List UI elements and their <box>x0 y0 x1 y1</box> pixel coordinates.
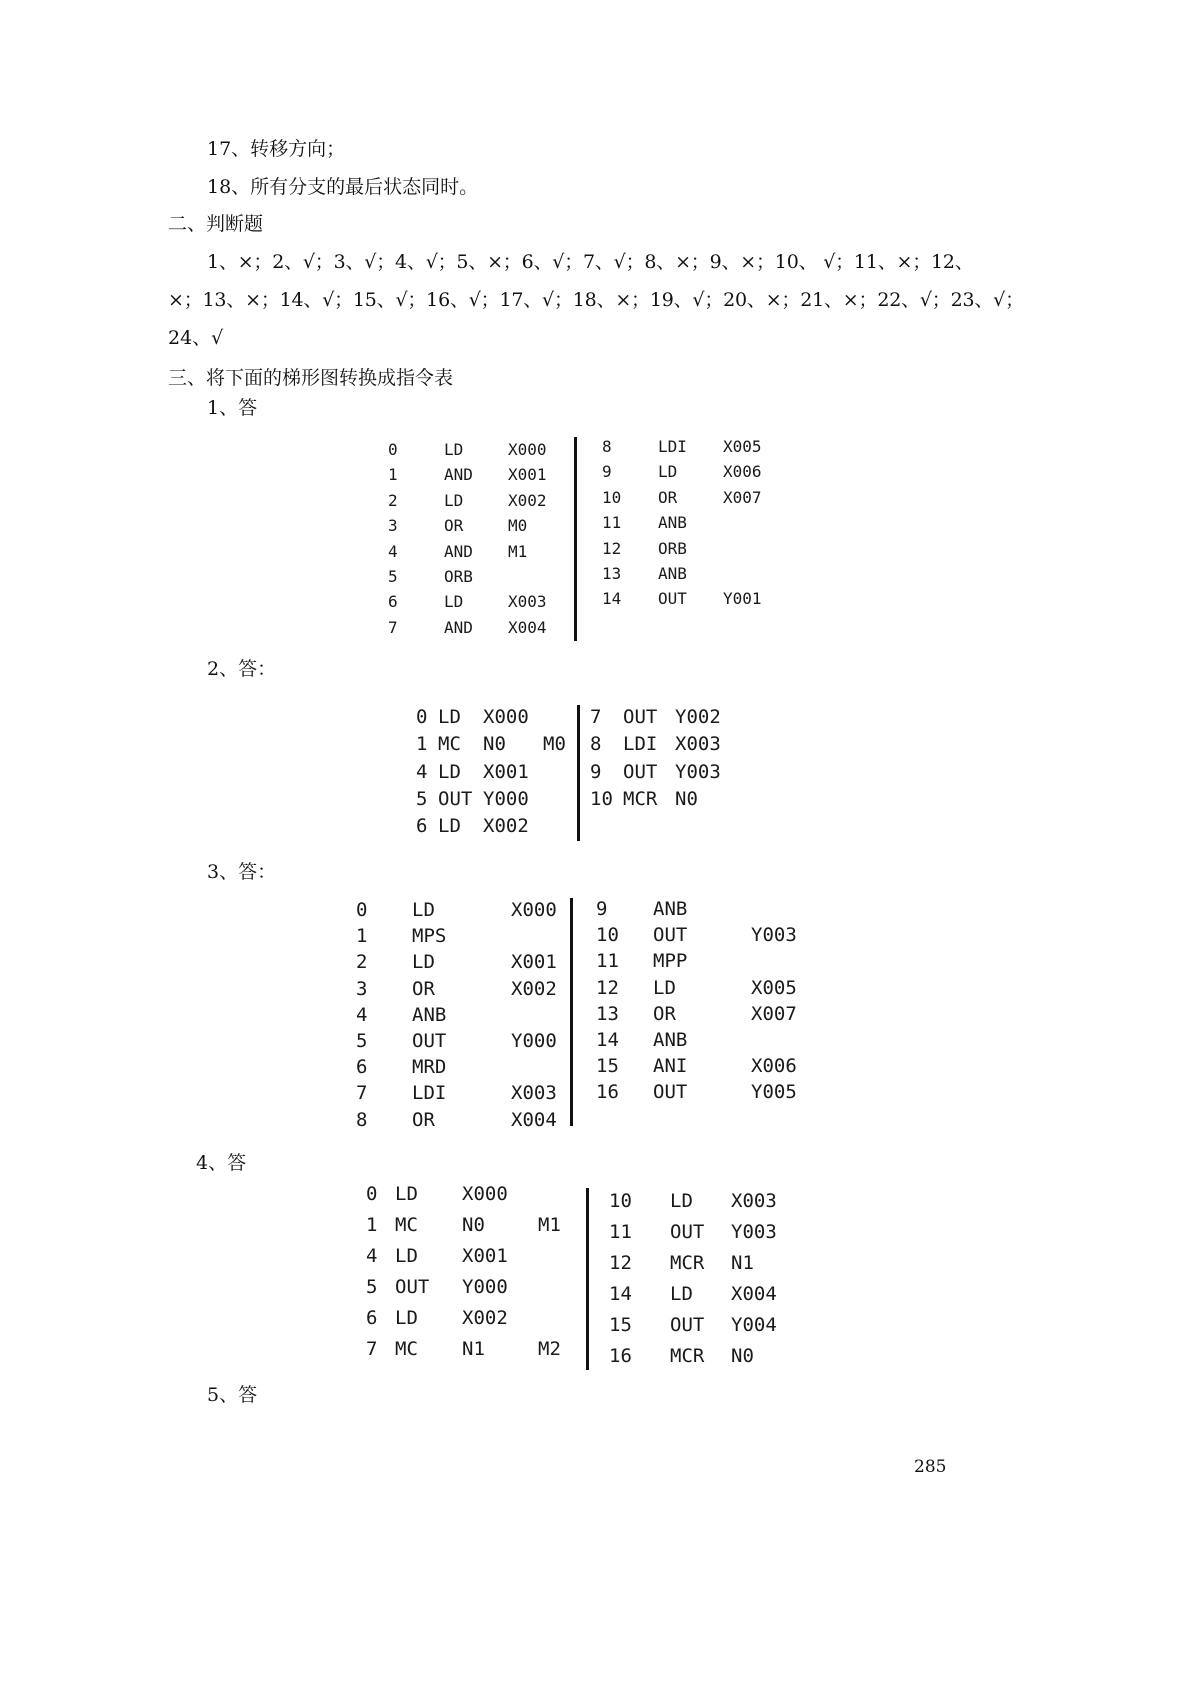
list-a1-left-step: 5 <box>388 567 398 586</box>
list-a3-left-step: 3 <box>356 977 368 1000</box>
list-a3-left-step: 5 <box>356 1030 368 1052</box>
list-a3-left-step: 4 <box>356 1003 368 1026</box>
list-a1-left-instruction: ORB <box>444 567 473 586</box>
list-a1-right-instruction: ANB <box>658 513 687 533</box>
list-a4-left-operand: N1 <box>462 1338 485 1360</box>
list-a4-left-step: 6 <box>366 1307 378 1329</box>
list-a1-right-step: 13 <box>602 564 622 583</box>
list-a4-left-step: 1 <box>366 1214 378 1236</box>
instruction-list-2-divider <box>577 705 580 841</box>
list-a3-left-step: 2 <box>356 951 368 974</box>
list-a2-right-instruction: OUT <box>623 760 658 783</box>
list-a2-left-step: 4 <box>416 760 428 783</box>
list-a4-right-operand: N1 <box>731 1252 754 1274</box>
list-a3-left-operand: Y000 <box>511 1030 557 1052</box>
answer-1-label: 1、答 <box>207 397 258 419</box>
list-a2-left-instruction: LD <box>438 815 461 838</box>
list-a2-right-operand: N0 <box>675 787 698 810</box>
list-a3-left-instruction: OR <box>412 1108 435 1131</box>
list-a3-right-step: 16 <box>596 1081 619 1104</box>
list-a1-left-step: 0 <box>388 440 398 459</box>
list-a2-right-instruction: MCR <box>623 787 658 810</box>
list-a2-left-instruction: OUT <box>438 787 473 810</box>
list-a4-right-operand: X003 <box>731 1190 777 1212</box>
section-ladder-heading: 三、将下面的梯形图转换成指令表 <box>168 367 454 389</box>
list-a4-left-operand: Y000 <box>462 1276 508 1298</box>
list-a3-right-instruction: ANB <box>653 1029 688 1051</box>
list-a4-right-instruction: MCR <box>670 1345 705 1367</box>
list-a4-right-operand: N0 <box>731 1345 754 1367</box>
answer-5-label: 5、答 <box>207 1384 258 1406</box>
list-a3-left-operand: X000 <box>511 899 557 921</box>
instruction-list-4-divider <box>586 1188 589 1370</box>
list-a3-left-instruction: LD <box>412 951 435 974</box>
true-false-line-3: 24、√ <box>168 327 224 349</box>
list-a1-left-step: 4 <box>388 541 398 561</box>
list-a1-right-instruction: ANB <box>658 564 687 583</box>
list-a1-left-step: 7 <box>388 617 398 637</box>
list-a4-left-operand: X000 <box>462 1183 508 1205</box>
list-a2-left-operand: Y000 <box>483 787 529 810</box>
list-a2-right-operand: Y002 <box>675 706 721 728</box>
list-a3-right-step: 9 <box>596 898 608 920</box>
list-a1-left-step: 6 <box>388 592 398 612</box>
list-a3-left-step: 8 <box>356 1108 368 1131</box>
list-a3-left-instruction: MRD <box>412 1056 447 1079</box>
list-a4-right-step: 16 <box>609 1345 632 1367</box>
list-a2-left-step: 5 <box>416 787 428 810</box>
list-a3-right-step: 15 <box>596 1055 619 1078</box>
true-false-line-1: 1、×；2、√；3、√；4、√；5、×；6、√；7、√；8、×；9、×；10、 √；11、×；12、 <box>207 251 974 273</box>
list-a1-left-step: 3 <box>388 516 398 536</box>
list-a2-left-instruction: MC <box>438 733 461 756</box>
list-a2-right-operand: Y003 <box>675 760 721 783</box>
list-a1-right-step: 8 <box>602 437 612 456</box>
list-a4-right-instruction: LD <box>670 1283 693 1305</box>
list-a4-right-step: 14 <box>609 1283 632 1305</box>
list-a4-left-instruction: LD <box>395 1307 418 1329</box>
list-a2-left-instruction: LD <box>438 760 461 783</box>
list-a2-right-operand: X003 <box>675 733 721 756</box>
list-a1-left-instruction: AND <box>444 465 473 485</box>
list-a3-left-operand: X003 <box>511 1082 557 1105</box>
list-a3-left-instruction: OUT <box>412 1030 447 1052</box>
list-a1-left-step: 2 <box>388 490 398 510</box>
answer-3-label: 3、答： <box>207 861 277 883</box>
list-a3-right-instruction: OUT <box>653 924 688 947</box>
answer-17: 17、转移方向； <box>207 138 346 160</box>
list-a2-right-step: 9 <box>590 760 602 783</box>
list-a1-right-instruction: ORB <box>658 538 687 558</box>
list-a4-left-operand: X001 <box>462 1245 508 1267</box>
list-a3-right-step: 10 <box>596 924 619 947</box>
list-a4-left-operand: X002 <box>462 1307 508 1329</box>
list-a2-right-step: 8 <box>590 733 602 756</box>
list-a3-left-step: 7 <box>356 1082 368 1105</box>
list-a3-right-operand: X005 <box>751 976 797 999</box>
list-a1-left-operand: X004 <box>508 617 547 637</box>
page-number: 285 <box>914 1457 947 1477</box>
list-a3-right-operand: X006 <box>751 1055 797 1078</box>
list-a2-left-operand: X000 <box>483 706 529 728</box>
instruction-list-3-divider <box>570 898 573 1126</box>
list-a4-right-instruction: MCR <box>670 1252 705 1274</box>
list-a1-right-step: 9 <box>602 462 612 482</box>
list-a3-right-instruction: LD <box>653 976 676 999</box>
list-a1-left-instruction: AND <box>444 541 473 561</box>
list-a3-right-instruction: OUT <box>653 1081 688 1104</box>
list-a4-right-step: 10 <box>609 1190 632 1212</box>
list-a1-left-operand: M0 <box>508 516 528 536</box>
list-a2-right-step: 10 <box>590 787 613 810</box>
list-a3-left-instruction: OR <box>412 977 435 1000</box>
list-a4-left-step: 5 <box>366 1276 378 1298</box>
answer-2-label: 2、答： <box>207 658 277 680</box>
list-a3-right-step: 14 <box>596 1029 619 1051</box>
list-a3-right-instruction: ANB <box>653 898 688 920</box>
list-a3-left-operand: X004 <box>511 1108 557 1131</box>
list-a4-right-operand: X004 <box>731 1283 777 1305</box>
list-a3-right-operand: Y005 <box>751 1081 797 1104</box>
list-a3-left-step: 0 <box>356 899 368 921</box>
answer-18: 18、所有分支的最后状态同时。 <box>207 176 479 198</box>
list-a1-left-instruction: LD <box>444 490 464 510</box>
list-a4-right-operand: Y003 <box>731 1221 777 1243</box>
instruction-list-1-divider <box>574 437 577 641</box>
list-a3-left-step: 1 <box>356 925 368 948</box>
list-a3-left-instruction: MPS <box>412 925 447 948</box>
list-a2-left-operand: X002 <box>483 815 529 838</box>
list-a4-left-step: 0 <box>366 1183 378 1205</box>
list-a2-left-step: 1 <box>416 733 428 756</box>
list-a4-right-step: 12 <box>609 1252 632 1274</box>
list-a4-right-step: 15 <box>609 1314 632 1336</box>
section-true-false-heading: 二、判断题 <box>168 213 264 235</box>
list-a1-right-operand: X005 <box>723 437 762 456</box>
list-a1-right-instruction: OUT <box>658 589 687 609</box>
list-a3-right-step: 13 <box>596 1002 619 1025</box>
list-a1-left-operand: X000 <box>508 440 547 459</box>
list-a2-right-step: 7 <box>590 706 602 728</box>
list-a3-right-instruction: OR <box>653 1002 676 1025</box>
list-a1-right-instruction: LDI <box>658 437 687 456</box>
list-a1-right-operand: Y001 <box>723 589 762 609</box>
list-a2-left-step: 0 <box>416 706 428 728</box>
list-a3-left-step: 6 <box>356 1056 368 1079</box>
answer-4-label: 4、答 <box>196 1152 247 1174</box>
list-a1-left-instruction: LD <box>444 440 464 459</box>
list-a2-left-instruction: LD <box>438 706 461 728</box>
list-a3-right-instruction: MPP <box>653 950 688 973</box>
list-a1-left-step: 1 <box>388 465 398 485</box>
list-a3-left-instruction: ANB <box>412 1003 447 1026</box>
list-a1-right-step: 10 <box>602 487 622 507</box>
list-a1-left-instruction: AND <box>444 617 473 637</box>
list-a3-right-step: 12 <box>596 976 619 999</box>
list-a1-right-step: 14 <box>602 589 622 609</box>
list-a4-right-instruction: LD <box>670 1190 693 1212</box>
list-a4-right-instruction: OUT <box>670 1221 705 1243</box>
list-a1-left-instruction: OR <box>444 516 464 536</box>
list-a3-left-operand: X002 <box>511 977 557 1000</box>
list-a3-left-instruction: LD <box>412 899 435 921</box>
list-a1-left-operand: M1 <box>508 541 528 561</box>
list-a4-left-instruction: MC <box>395 1338 418 1360</box>
list-a4-left-instruction: LD <box>395 1183 418 1205</box>
list-a4-left-extra: M1 <box>538 1214 561 1236</box>
list-a4-left-instruction: LD <box>395 1245 418 1267</box>
list-a1-right-instruction: LD <box>658 462 678 482</box>
list-a4-right-instruction: OUT <box>670 1314 705 1336</box>
list-a2-right-instruction: OUT <box>623 706 658 728</box>
list-a3-right-operand: Y003 <box>751 924 797 947</box>
list-a1-left-instruction: LD <box>444 592 464 612</box>
list-a4-left-step: 4 <box>366 1245 378 1267</box>
list-a3-right-step: 11 <box>596 950 619 973</box>
list-a1-left-operand: X003 <box>508 592 547 612</box>
list-a2-left-step: 6 <box>416 815 428 838</box>
list-a1-right-step: 12 <box>602 538 622 558</box>
list-a2-right-instruction: LDI <box>623 733 658 756</box>
list-a1-right-instruction: OR <box>658 487 678 507</box>
list-a4-left-step: 7 <box>366 1338 378 1360</box>
list-a4-left-extra: M2 <box>538 1338 561 1360</box>
list-a3-right-instruction: ANI <box>653 1055 688 1078</box>
list-a1-right-operand: X007 <box>723 487 762 507</box>
list-a4-right-step: 11 <box>609 1221 632 1243</box>
list-a1-left-operand: X001 <box>508 465 547 485</box>
list-a2-left-operand: X001 <box>483 760 529 783</box>
list-a3-left-instruction: LDI <box>412 1082 447 1105</box>
list-a1-right-operand: X006 <box>723 462 762 482</box>
list-a2-left-extra: M0 <box>543 733 566 756</box>
list-a4-left-instruction: MC <box>395 1214 418 1236</box>
true-false-line-2: ×；13、×；14、√；15、√；16、√；17、√；18、×；19、√；20、×；21、×；22、√；23、√； <box>168 289 1024 311</box>
list-a4-left-instruction: OUT <box>395 1276 430 1298</box>
list-a3-left-operand: X001 <box>511 951 557 974</box>
list-a4-left-operand: N0 <box>462 1214 485 1236</box>
list-a2-left-operand: N0 <box>483 733 506 756</box>
list-a4-right-operand: Y004 <box>731 1314 777 1336</box>
list-a1-right-step: 11 <box>602 513 622 533</box>
list-a1-left-operand: X002 <box>508 490 547 510</box>
list-a3-right-operand: X007 <box>751 1002 797 1025</box>
